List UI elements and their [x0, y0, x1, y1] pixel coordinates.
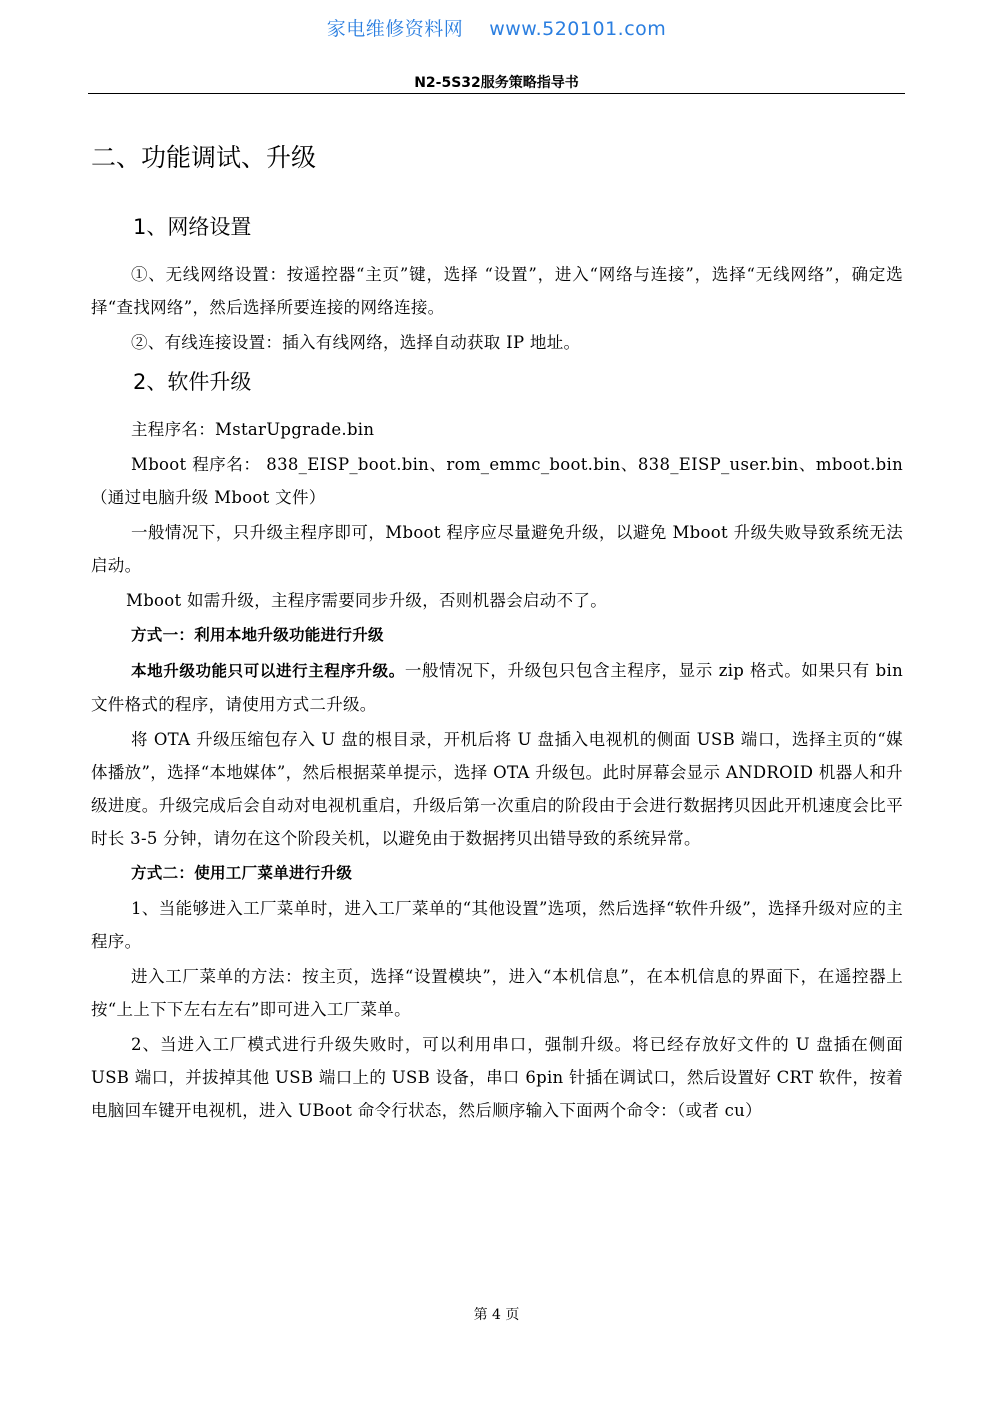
- mboot-program-names: Mboot 程序名： 838_EISP_boot.bin、rom_emmc_boot.bin、838_EISP_user.bin、mboot.bin（通过电脑升级 Mboot 文件）: [91, 455, 903, 507]
- general-upgrade-note: 一般情况下，只升级主程序即可，Mboot 程序应尽量避免升级，以避免 Mboot 升级失败导致系统无法启动。: [91, 523, 903, 575]
- section-network-heading: 1、网络设置: [133, 215, 252, 239]
- wired-setup-paragraph: ②、有线连接设置：插入有线网络，选择自动获取 IP 地址。: [131, 333, 581, 352]
- method2-step2: 2、当进入工厂模式进行升级失败时，可以利用串口，强制升级。将已经存放好文件的 U 盘插在侧面 USB 端口，并拔掉其他 USB 端口上的 USB 设备，串口 6pin 针插在调试口，然后设置好 CRT 软件，按着电脑回车键开电视机，进入 UBoot 命令行状态，然后顺序输入下面两个命令：（或者 cu）: [91, 1035, 903, 1120]
- watermark: [0, 14, 993, 41]
- method1-text: 一般情况下，升级包只包含主程序，显示 zip 格式。如果只有 bin 文件格式的程序，请使用方式二升级。: [91, 661, 903, 714]
- method1-paragraph: [91, 654, 903, 721]
- page-content: [91, 138, 903, 1129]
- watermark-site: 家电维修资料网: [326, 18, 464, 40]
- chapter-title: 二、功能调试、升级: [91, 143, 317, 172]
- method2-title: 方式二：使用工厂菜单进行升级: [131, 864, 353, 882]
- wireless-setup-paragraph: ①、无线网络设置：按遥控器“主页”键，选择 “设置”，进入“网络与连接”，选择“无线网络”，确定选择“查找网络”，然后选择所要连接的网络连接。: [91, 265, 903, 317]
- page-number: 第 4 页: [473, 1307, 520, 1323]
- factory-menu-instructions: 进入工厂菜单的方法：按主页，选择“设置模块”，进入“本机信息”，在本机信息的界面下，在遥控器上按“上上下下左右左右”即可进入工厂菜单。: [91, 967, 903, 1019]
- mboot-upgrade-note: Mboot 如需升级，主程序需要同步升级，否则机器会启动不了。: [126, 591, 607, 610]
- method1-lead: 本地升级功能只可以进行主程序升级。: [131, 662, 405, 680]
- watermark-url: www.520101.com: [489, 18, 667, 40]
- method1-steps: 将 OTA 升级压缩包存入 U 盘的根目录，开机后将 U 盘插入电视机的侧面 USB 端口，选择主页的“媒体播放”，选择“本地媒体”，然后根据菜单提示，选择 OTA 升级包。此时屏幕会显示 ANDROID 机器人和升级进度。升级完成后会自动对电视机重启，升级后第一次重启的阶段由于会进行数据拷贝因此开机速度会比平时长 3-5 分钟，请勿在这个阶段关机，以避免由于数据拷贝出错导致的系统异常。: [91, 730, 903, 848]
- main-program-name: 主程序名：MstarUpgrade.bin: [131, 420, 375, 439]
- document-header: N2-5S32服务策略指导书: [414, 75, 579, 91]
- section-software-heading: 2、软件升级: [133, 370, 252, 394]
- header-divider: [88, 93, 905, 94]
- method2-step1: 1、当能够进入工厂菜单时，进入工厂菜单的“其他设置”选项，然后选择“软件升级”，选择升级对应的主程序。: [91, 899, 903, 951]
- method1-title: 方式一：利用本地升级功能进行升级: [131, 626, 384, 644]
